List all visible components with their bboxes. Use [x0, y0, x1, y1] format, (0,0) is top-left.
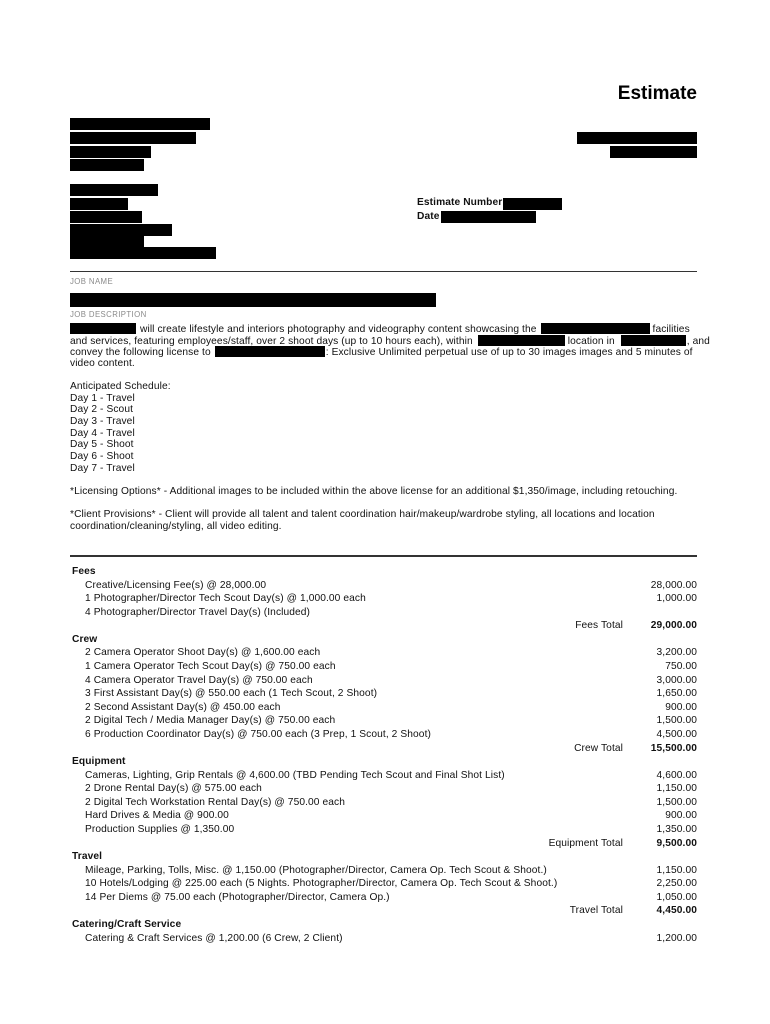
section-total: [70, 904, 697, 918]
redaction-inline: [621, 335, 686, 346]
spacer: [70, 370, 730, 382]
section-header-equipment: Equipment: [72, 756, 126, 768]
line-item-amount: 3,000.00: [656, 674, 697, 686]
spacer: [70, 498, 730, 510]
redaction-inline: [215, 346, 325, 357]
schedule-day: Day 4 - Travel: [70, 427, 135, 439]
line-item-description: 2 Digital Tech Workstation Rental Day(s) @ 750.00 each: [85, 796, 345, 808]
line-item: [70, 714, 697, 728]
description-line: [70, 358, 730, 370]
line-item-amount: 1,150.00: [656, 864, 697, 876]
section-header-catering: Catering/Craft Service: [72, 919, 182, 931]
line-item: [70, 932, 697, 946]
line-item-description: Mileage, Parking, Tolls, Misc. @ 1,150.00 (Photographer/Director, Camera Op. Tech Scout & Shoot.): [85, 864, 547, 876]
section-total: [70, 742, 697, 756]
description-line: [70, 346, 730, 358]
redaction-block: [70, 159, 144, 171]
line-item: [70, 796, 697, 810]
line-item: [70, 809, 697, 823]
line-item-amount: 1,500.00: [656, 715, 697, 727]
line-item-amount: 4,600.00: [656, 769, 697, 781]
description-text: facilities: [652, 324, 690, 335]
redaction-block: [70, 236, 144, 247]
section-total-amount: 4,450.00: [656, 905, 697, 917]
client-provisions-note: *Client Provisions* - Client will provide all talent and talent coordination hair/makeup/wardrobe styling, all locations and location: [70, 509, 655, 521]
divider: [70, 555, 697, 557]
redaction-inline: [541, 323, 650, 334]
estimate-number-redaction: [503, 198, 562, 210]
redaction-block: [70, 184, 158, 196]
line-item-description: 1 Camera Operator Tech Scout Day(s) @ 750.00 each: [85, 661, 336, 673]
description-line: [70, 323, 730, 335]
section-total-amount: 15,500.00: [650, 742, 697, 754]
line-item: [70, 864, 697, 878]
redaction-inline: [478, 335, 565, 346]
line-item-amount: 2,250.00: [656, 878, 697, 890]
section-header-crew: Crew: [72, 633, 98, 645]
line-item: [70, 701, 697, 715]
line-item-description: 3 First Assistant Day(s) @ 550.00 each (1 Tech Scout, 2 Shoot): [85, 688, 378, 700]
document-title: Estimate: [617, 83, 697, 104]
description-line: [70, 335, 730, 347]
line-item-description: 4 Photographer/Director Travel Day(s) (Included): [85, 606, 311, 618]
line-item-amount: 28,000.00: [650, 579, 697, 591]
redaction-block: [70, 198, 128, 210]
line-item-amount: 3,200.00: [656, 647, 697, 659]
redaction-inline: [70, 323, 136, 334]
schedule-day: Day 1 - Travel: [70, 392, 135, 404]
line-item-amount: 900.00: [665, 701, 697, 713]
section-header-travel: Travel: [72, 851, 103, 863]
line-item-description: 2 Camera Operator Shoot Day(s) @ 1,600.00 each: [85, 647, 321, 659]
line-item-amount: 1,150.00: [656, 783, 697, 795]
line-item-description: 2 Second Assistant Day(s) @ 450.00 each: [85, 701, 281, 713]
line-item: [70, 592, 697, 606]
line-item-amount: 4,500.00: [656, 728, 697, 740]
description-text: will create lifestyle and interiors photography and videography content showcasing the: [140, 324, 537, 335]
description-text: convey the following license to: [70, 347, 211, 359]
job-description-label: JOB DESCRIPTION: [70, 310, 147, 319]
section-total-label: Fees Total: [575, 620, 623, 632]
line-item: [70, 660, 697, 674]
schedule-day: Day 6 - Shoot: [70, 451, 134, 463]
line-item-description: 2 Drone Rental Day(s) @ 575.00 each: [85, 783, 262, 795]
line-item: [70, 674, 697, 688]
line-item-amount: 1,200.00: [656, 932, 697, 944]
line-item-amount: 750.00: [665, 661, 697, 673]
divider: [70, 271, 697, 272]
line-item-amount: 1,000.00: [656, 593, 697, 605]
section-total: [70, 619, 697, 633]
redaction-block: [70, 211, 142, 223]
section-total-label: Travel Total: [569, 905, 623, 917]
line-item-description: 4 Camera Operator Travel Day(s) @ 750.00 each: [85, 674, 313, 686]
line-item-description: Catering & Craft Services @ 1,200.00 (6 Crew, 2 Client): [85, 932, 343, 944]
line-item: [70, 877, 697, 891]
job-name-redaction: [70, 293, 436, 307]
redaction-block: [70, 224, 172, 236]
section-total: [70, 837, 697, 851]
line-item: [70, 769, 697, 783]
schedule-day: Day 2 - Scout: [70, 404, 134, 416]
line-item-amount: 1,350.00: [656, 823, 697, 835]
cost-breakdown: [70, 565, 697, 945]
line-item-description: Hard Drives & Media @ 900.00: [85, 810, 229, 822]
section-total-label: Equipment Total: [548, 837, 623, 849]
line-item: [70, 782, 697, 796]
line-item-amount: 1,050.00: [656, 891, 697, 903]
section-header-fees: Fees: [72, 566, 96, 577]
line-item-description: 2 Digital Tech / Media Manager Day(s) @ 750.00 each: [85, 715, 336, 727]
line-item-amount: 1,650.00: [656, 688, 697, 700]
line-item: [70, 728, 697, 742]
date-redaction: [441, 211, 536, 223]
line-item: [70, 823, 697, 837]
line-item-description: Creative/Licensing Fee(s) @ 28,000.00: [85, 579, 267, 591]
description-text: video content.: [70, 357, 135, 369]
description-text: and services, featuring employees/staff, over 2 shoot days (up to 10 hours each), within: [70, 335, 473, 347]
line-item-description: 14 Per Diems @ 75.00 each (Photographer/Director, Camera Op.): [85, 891, 390, 903]
estimate-number-label: Estimate Number: [417, 197, 503, 208]
description-text: , and: [686, 335, 710, 347]
line-item-description: 10 Hotels/Lodging @ 225.00 each (5 Nights. Photographer/Director, Camera Op. Tech Scout & Shoot.): [85, 878, 558, 890]
section-total-label: Crew Total: [574, 742, 623, 754]
job-description: [70, 323, 730, 533]
description-text: location in: [567, 335, 615, 347]
schedule-day: Day 3 - Travel: [70, 416, 135, 428]
line-item-amount: 1,500.00: [656, 796, 697, 808]
client-provisions-note: coordination/cleaning/styling, all video editing.: [70, 520, 282, 532]
schedule-day: Day 7 - Travel: [70, 462, 135, 474]
line-item: [70, 687, 697, 701]
schedule-day: Day 5 - Shoot: [70, 439, 134, 451]
redaction-block: [70, 247, 216, 259]
section-total-amount: 9,500.00: [656, 837, 697, 849]
line-item-description: 6 Production Coordinator Day(s) @ 750.00 each (3 Prep, 1 Scout, 2 Shoot): [85, 728, 431, 740]
line-item: [70, 606, 697, 620]
redaction-block: [70, 146, 151, 158]
licensing-options-note: *Licensing Options* - Additional images to be included within the above license for an additional $1,350/image, including retouching.: [70, 485, 678, 497]
redaction-block: [577, 132, 697, 144]
date-label: Date: [417, 211, 440, 222]
line-item-amount: 900.00: [665, 810, 697, 822]
description-text: : Exclusive Unlimited perpetual use of up to 30 images images and 5 minutes of: [325, 347, 693, 359]
line-item-description: Cameras, Lighting, Grip Rentals @ 4,600.00 (TBD Pending Tech Scout and Final Shot List): [85, 769, 505, 781]
redaction-block: [70, 118, 210, 130]
spacer: [70, 474, 730, 486]
redaction-block: [610, 146, 697, 158]
redaction-block: [70, 132, 196, 144]
section-total-amount: 29,000.00: [650, 620, 697, 632]
schedule-heading: Anticipated Schedule:: [70, 381, 171, 393]
line-item-description: Production Supplies @ 1,350.00: [85, 823, 235, 835]
line-item: [70, 579, 697, 593]
line-item: [70, 646, 697, 660]
line-item: [70, 891, 697, 905]
job-name-label: JOB NAME: [70, 277, 114, 286]
line-item-description: 1 Photographer/Director Tech Scout Day(s) @ 1,000.00 each: [85, 593, 366, 605]
